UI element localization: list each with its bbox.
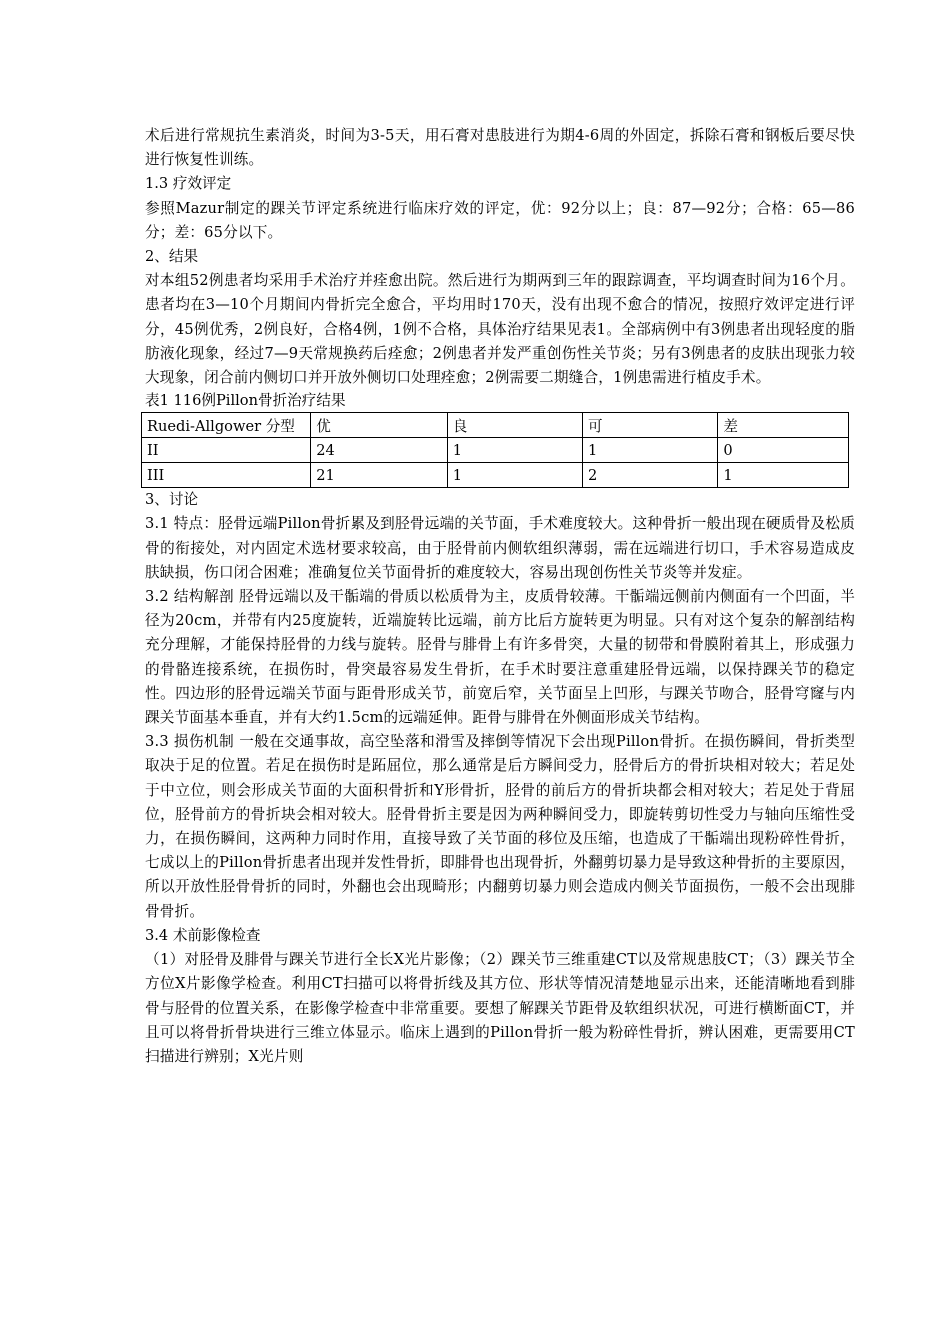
paragraph-3-2-anatomy: 3.2 结构解剖 胫骨远端以及干骺端的骨质以松质骨为主，皮质骨较薄。干骺端远侧前内侧面有一个凹面，半径为20cm，并带有内25度旋转，近端旋转比远端，前方比后方旋转更为明显。只有对这个复杂的解剖结构充分理解，才能保持胫骨的力线与旋转。胫骨与腓骨上有许多骨突，大量的韧带和骨膜附着其上，形成强力的骨骼连接系统，在损伤时，骨突最容易发生骨折，在手术时要注意重建胫骨远端，以保持踝关节的稳定性。四边形的胫骨远端关节面与距骨形成关节，前宽后窄，关节面呈上凹形，与踝关节吻合，胫骨穹窿与内踝关节面基本垂直，并有大约1.5cm的远端延伸。距骨与腓骨在外侧面形成关节结构。	[145, 588, 855, 727]
table-cell: 1	[718, 463, 849, 488]
section-heading-1-3: 1.3 疗效评定	[145, 175, 232, 193]
paragraph-postop-care: 术后进行常规抗生素消炎，时间为3-5天，用石膏对患肢进行为期4-6周的外固定，拆除石膏和钢板后要尽快进行恢复性训练。	[145, 127, 855, 169]
paragraph-3-4-imaging: （1）对胫骨及腓骨与踝关节进行全长X光片影像；（2）踝关节三维重建CT以及常规患肢CT；（3）踝关节全方位X片影像学检查。利用CT扫描可以将骨折线及其方位、形状等情况清楚地显示出来，还能清晰地看到腓骨与胫骨的位置关系，在影像学检查中非常重要。要想了解踝关节距骨及软组织状况，可进行横断面CT，并且可以将骨折骨块进行三维立体显示。临床上遇到的Pillon骨折一般为粉碎性骨折，辨认困难，更需要用CT扫描进行辨别；X光片则	[145, 951, 855, 1065]
table-row	[142, 463, 849, 488]
section-heading-3: 3、讨论	[145, 491, 199, 509]
table-cell: 1	[583, 438, 718, 463]
table-cell: 21	[311, 463, 447, 488]
table-header-row	[142, 413, 849, 438]
paragraph-3-3-injury-mechanism: 3.3 损伤机制 一般在交通事故，高空坠落和滑雪及摔倒等情况下会出现Pillon骨折。在损伤瞬间，骨折类型取决于足的位置。若足在损伤时是跖屈位，那么通常是后方瞬间受力，胫骨后方的骨折块相对较大；若足处于中立位，则会形成关节面的大面积骨折和Y形骨折，胫骨的前后方的骨折块都会相对较大；若足处于背屈位，胫骨前方的骨折块会相对较大。胫骨骨折主要是因为两种瞬间受力，即旋转剪切性受力与轴向压缩性受力，在损伤瞬间，这两种力同时作用，直接导致了关节面的移位及压缩，也造成了干骺端出现粉碎性骨折，七成以上的Pillon骨折患者出现并发性骨折，即腓骨也出现骨折，外翻剪切暴力是导致这种骨折的主要原因，所以开放性胫骨骨折的同时，外翻也会出现畸形；内翻剪切暴力则会造成内侧关节面损伤，一般不会出现腓骨骨折。	[145, 733, 855, 920]
table-cell: 1	[447, 438, 582, 463]
table-header-cell: 可	[583, 413, 718, 438]
paragraph-efficacy-evaluation: 参照Mazur制定的踝关节评定系统进行临床疗效的评定，优：92分以上；良：87—92分；合格：65—86分；差：65分以下。	[145, 199, 855, 241]
table-cell: 24	[311, 438, 447, 463]
table-header-cell: 差	[718, 413, 849, 438]
table-row	[142, 438, 849, 463]
table-cell: III	[142, 463, 311, 488]
section-heading-2: 2、结果	[145, 248, 199, 266]
table-header-cell: 良	[447, 413, 582, 438]
table-header-cell: Ruedi-Allgower 分型	[142, 413, 311, 438]
paragraph-3-1-characteristics: 3.1 特点：胫骨远端Pillon骨折累及到胫骨远端的关节面，手术难度较大。这种骨折一般出现在硬质骨及松质骨的衔接处，对内固定术选材要求较高，由于胫骨前内侧软组织薄弱，需在远端进行切口，手术容易造成皮肤缺损，伤口闭合困难；准确复位关节面骨折的难度较大，容易出现创伤性关节炎等并发症。	[145, 515, 855, 581]
results-table	[141, 412, 849, 488]
table-header-cell: 优	[311, 413, 447, 438]
paragraph-results: 对本组52例患者均采用手术治疗并痊愈出院。然后进行为期两到三年的跟踪调查，平均调查时间为16个月。患者均在3—10个月期间内骨折完全愈合，平均用时170天，没有出现不愈合的情况，按照疗效评定进行评分，45例优秀，2例良好，合格4例，1例不合格，具体治疗结果见表1。全部病例中有3例患者出现轻度的脂肪液化现象，经过7—9天常规换药后痊愈；2例患者并发严重创伤性关节炎；另有3例患者的皮肤出现张力较大现象，闭合前内侧切口并开放外侧切口处理痊愈；2例需要二期缝合，1例患需进行植皮手术。	[145, 272, 855, 387]
table-cell: 1	[447, 463, 582, 488]
table-cell: 2	[583, 463, 718, 488]
section-heading-3-4: 3.4 术前影像检查	[145, 926, 261, 944]
table-cell: II	[142, 438, 311, 463]
table-cell: 0	[718, 438, 849, 463]
table-caption: 表1 116例Pillon骨折治疗结果	[145, 392, 346, 410]
